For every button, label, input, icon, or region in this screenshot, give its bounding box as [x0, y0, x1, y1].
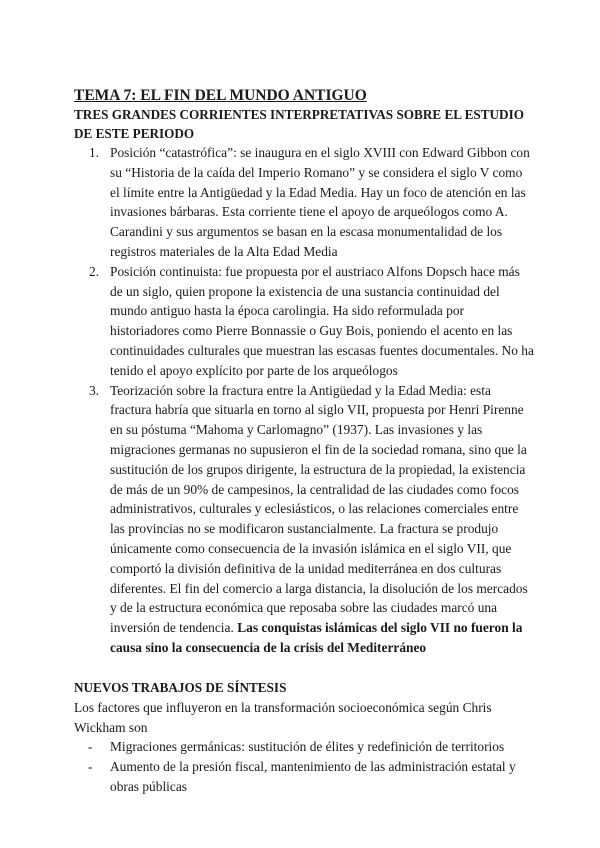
list-item — [74, 757, 534, 797]
list-number: 1. — [89, 145, 100, 160]
list-item-text: Teorización sobre la fractura entre la Antigüedad y la Edad Media: esta fractura habría que situarla en torno al siglo VII, propuesta por Henri Pirenne en su póstuma “Mahoma y Carlomagno” (1937). Las invasiones y las migraciones germanas no supusieron el fin de la sociedad romana, sino que la sustitución de los grupos dirigente, la estructura de la propiedad, la existencia de más de un 90% de campesinos, la centralidad de las ciudades como focos administrativos, culturales y eclesiásticos, o las relaciones comerciales entre las provincias no se modificaron sustancialmente. La fractura se produjo únicamente como consecuencia de la invasión islámica en el siglo VII, que comportó la división definitiva de la unidad mediterránea en dos culturas diferentes. El fin del comercio a larga distancia, la disolución de los mercados y de la estructura económica que reposaba sobre las ciudades marcó una inversión de tendencia. — [110, 382, 528, 636]
list-number: 3. — [89, 382, 100, 398]
currents-list — [74, 143, 534, 658]
list-item-text: Posición “catastrófica”: se inaugura en el siglo XVIII con Edward Gibbon con su “Historia de la caída del Imperio Romano” y se considera el siglo V como el límite entre la Antigüedad y la Edad Media. Hay un foco de atención en las invasiones bárbaras. Esta corriente tiene el apoyo de arqueólogos como A. Carandini y sus argumentos se basan en la escasa monumentalidad de los registros materiales de la Alta Edad Media — [110, 145, 530, 259]
list-item — [74, 737, 534, 757]
list-item — [74, 143, 534, 262]
section-subtitle: TRES GRANDES CORRIENTES INTERPRETATIVAS SOBRE EL ESTUDIO DE ESTE PERIODO — [74, 107, 524, 141]
document-page — [74, 86, 534, 797]
list-item-text: Posición continuista: fue propuesta por el austriaco Alfons Dopsch hace más de un siglo, quien propone la existencia de una sustancia continuidad del mundo antiguo hasta la época carolingia. Ha sido reformulada por historiadores como Pierre Bonnassie o Guy Bois, poniendo el acento en las continuidades culturales que muestran las escasas fuentes documentales. No ha tenido el apoyo explícito por parte de los arqueólogos — [110, 263, 534, 378]
list-number: 2. — [89, 263, 100, 279]
dash-bullet: - — [88, 759, 93, 775]
section-spacer — [74, 658, 534, 678]
list-item-bold-text: Las conquistas islámicas del siglo VII no fueron la causa sino la consecuencia de la crisis del Mediterráneo — [110, 620, 523, 655]
list-item-text: Aumento de la presión fiscal, mantenimiento de las administración estatal y obras públicas — [110, 759, 516, 794]
list-item — [74, 262, 534, 381]
dash-bullet: - — [88, 739, 93, 755]
list-item-text: Migraciones germánicas: sustitución de élites y redefinición de territorios — [110, 739, 505, 755]
page-title: TEMA 7: EL FIN DEL MUNDO ANTIGUO — [74, 87, 367, 104]
factors-list — [74, 737, 534, 796]
section-intro: Los factores que influyeron en la transformación socioeconómica según Chris Wickham son — [74, 699, 492, 735]
section-heading: NUEVOS TRABAJOS DE SÍNTESIS — [74, 679, 287, 695]
list-item — [74, 381, 534, 658]
